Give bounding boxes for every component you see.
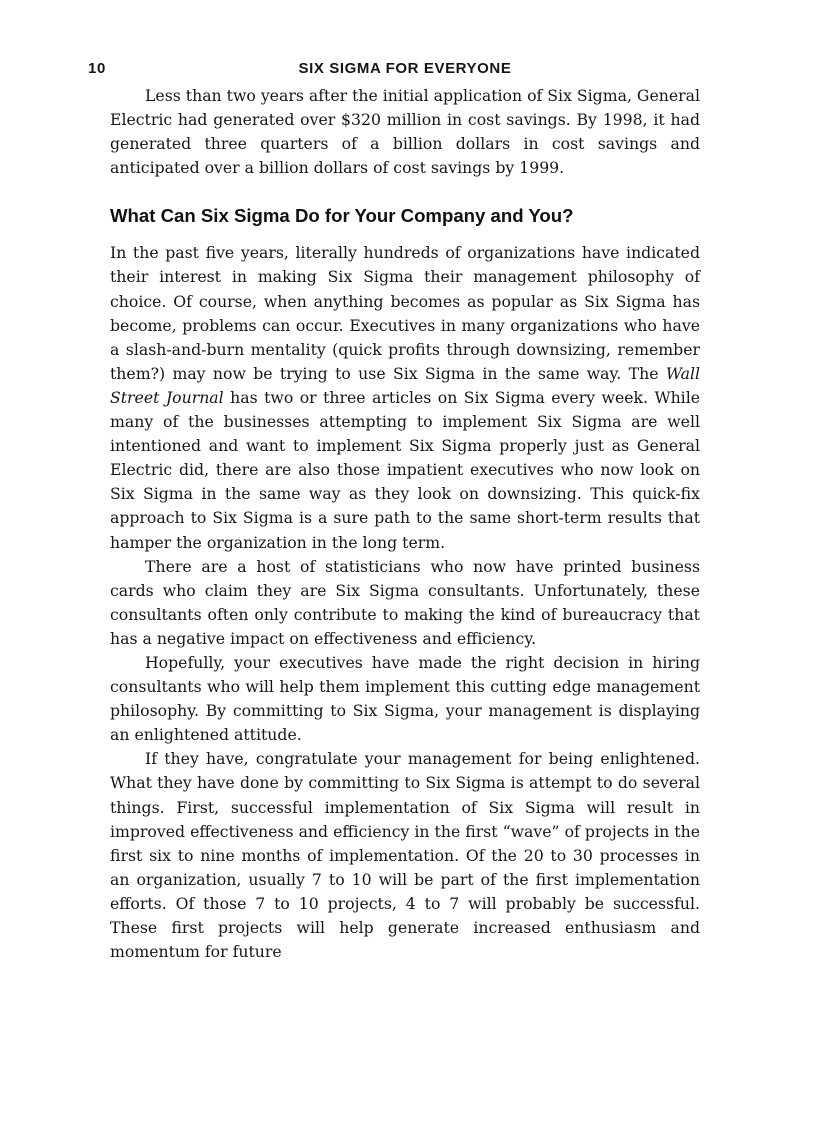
- book-title: SIX SIGMA FOR EVERYONE: [298, 60, 512, 77]
- intro-paragraph: Less than two years after the initial application of Six Sigma, General Electric had generated over $320 million in cost savings. By 1998, it had generated three quarters of a billion dollars in cost savings and anticipated over a billion dollars of cost savings by 1999.: [110, 86, 700, 178]
- running-head: [88, 60, 700, 84]
- book-page: [88, 60, 700, 964]
- paragraph-1-text-end: has two or three articles on Six Sigma every week. While many of the businesses attempting to implement Six Sigma are well intentioned and want to implement Six Sigma properly just as General Electric did, there are also those impatient executives who now look on Six Sigma in the same way as they look on downsizing. This quick-fix approach to Six Sigma is a sure path to the same short-term results that hamper the organization in the long term.: [110, 387, 700, 552]
- paragraph-1-text-start: In the past five years, literally hundreds of organizations have indicated their interest in making Six Sigma their management philosophy of choice. Of course, when anything becomes as popular as Six Sigma has become, problems can occur. Executives in many organizations who have a slash-and-burn mentality (quick profits through downsizing, remember them?) may now be trying to use Six Sigma in the same way. The: [110, 243, 700, 383]
- paragraph-2: There are a host of statisticians who now have printed business cards who claim they are Six Sigma consultants. Unfortunately, these consultants often only contribute to making the kind of bureaucracy that has a negative impact on effectiveness and efficiency.: [110, 556, 700, 648]
- paragraph-3: Hopefully, your executives have made the right decision in hiring consultants who will help them implement this cutting edge management philosophy. By committing to Six Sigma, your management is displaying an enlightened attitude.: [110, 652, 700, 745]
- paragraph-4: If they have, congratulate your management for being enlightened. What they have done by committing to Six Sigma is attempt to do several things. First, successful implementation of Six Sigma will result in improved effectiveness and efficiency in the first “wave” of projects in the first six to nine months of implementation. Of the 20 to 30 processes in an organization, usually 7 to 10 will be part of the first implementation efforts. Of those 7 to 10 projects, 4 to 7 will probably be successful. These first projects will help generate increased enthusiasm and momentum for future: [110, 749, 700, 962]
- page-number: 10: [88, 60, 106, 77]
- section-heading: What Can Six Sigma Do for Your Company and You?: [110, 205, 574, 227]
- publication-title: Wall Street Journal: [110, 363, 700, 407]
- paragraph-1: [110, 241, 700, 554]
- body-text: [110, 84, 700, 964]
